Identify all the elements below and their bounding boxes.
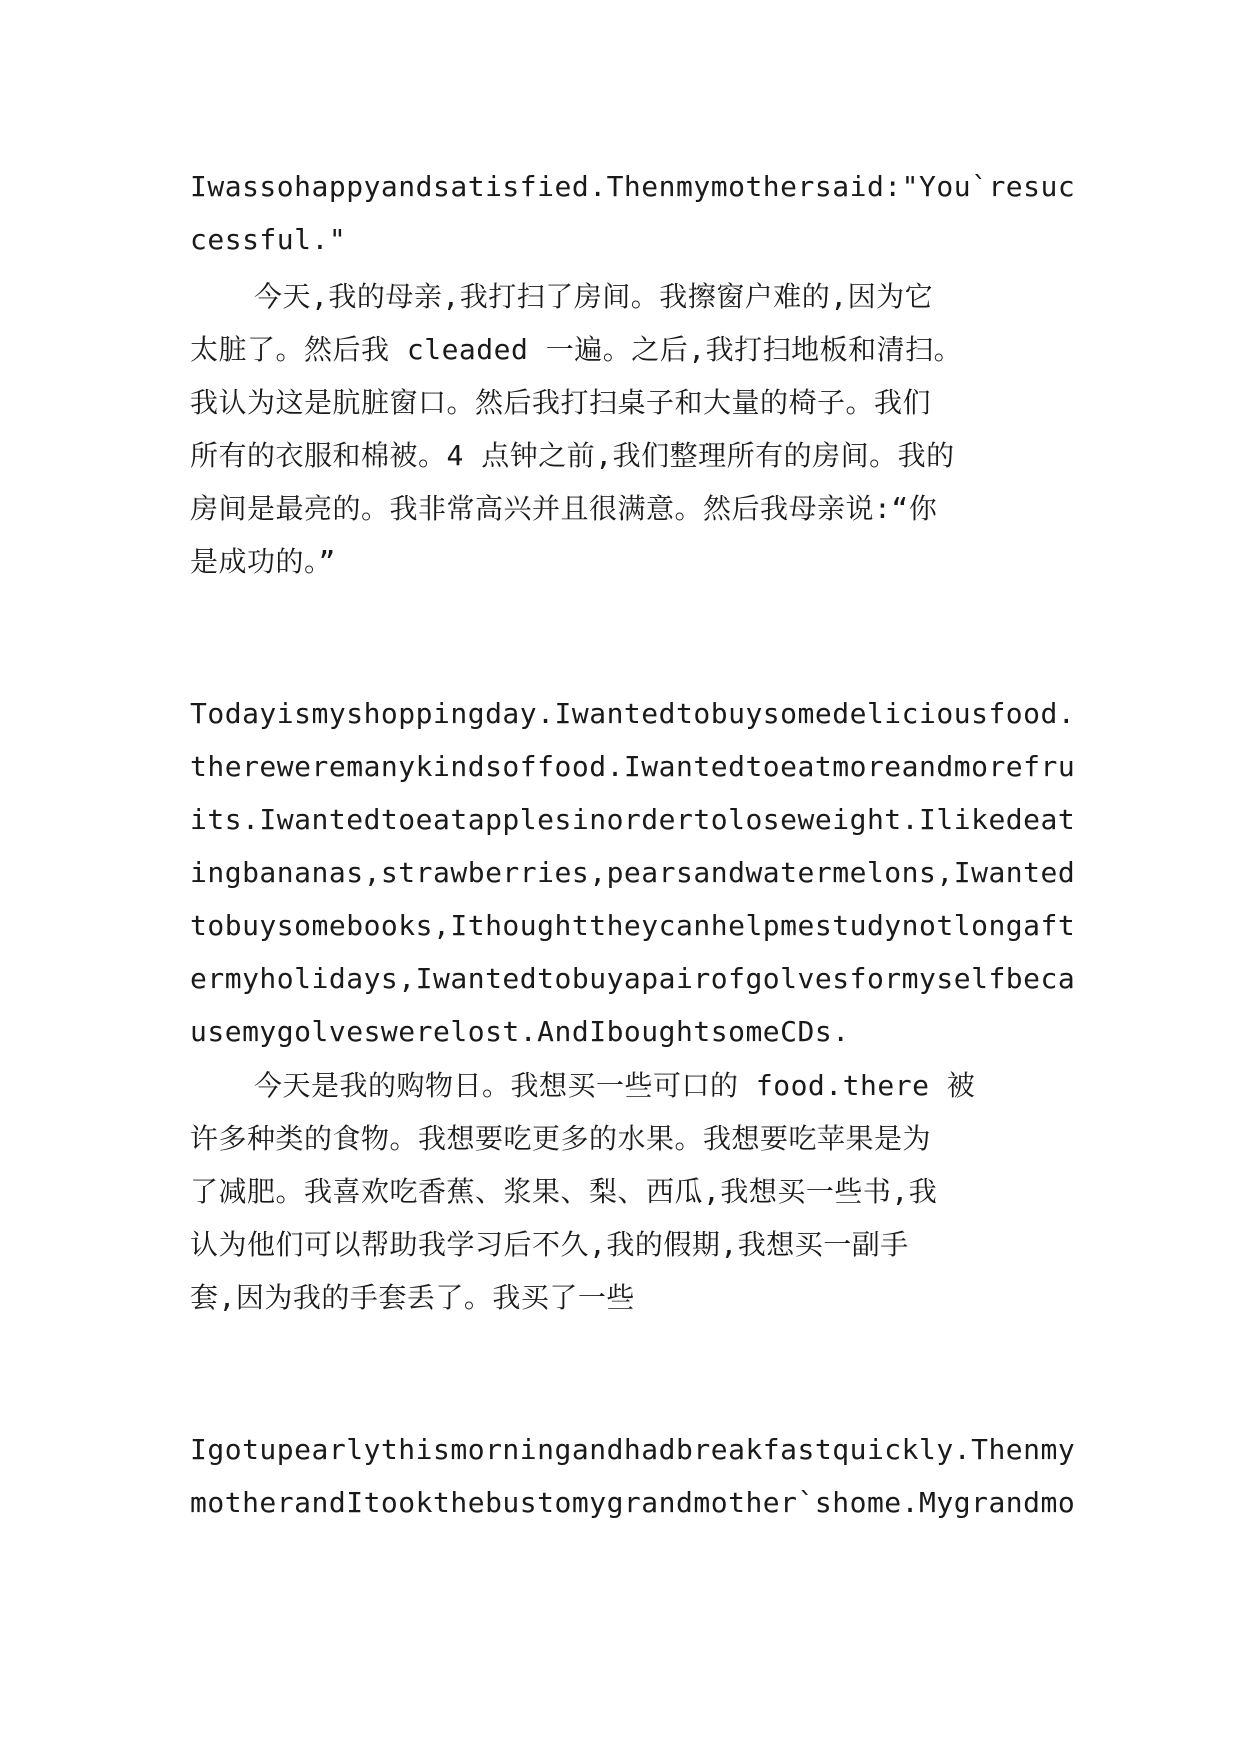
text-line: motherandItookthebustomygrandmother`shome.Mygrandmo bbox=[190, 1486, 1076, 1519]
text-line: Igotupearlythismorningandhadbreakfastquickly.Thenmy bbox=[190, 1433, 1076, 1466]
text-line: 认为他们可以帮助我学习后不久,我的假期,我想买一副手 bbox=[190, 1228, 909, 1261]
text-line: 了减肥。我喜欢吃香蕉、浆果、梨、西瓜,我想买一些书,我 bbox=[190, 1175, 938, 1208]
text-line: Todayismyshoppingday.Iwantedtobuysomedeliciousfood. bbox=[190, 697, 1076, 730]
text-line: 今天是我的购物日。我想买一些可口的 food.there 被 bbox=[254, 1069, 976, 1102]
text-line: 是成功的。” bbox=[190, 545, 336, 578]
text-line: 房间是最亮的。我非常高兴并且很满意。然后我母亲说:“你 bbox=[190, 492, 938, 525]
text-line: cessful." bbox=[190, 223, 347, 256]
text-line: 今天,我的母亲,我打扫了房间。我擦窗户难的,因为它 bbox=[254, 280, 934, 313]
text-line: 所有的衣服和棉被。4 点钟之前,我们整理所有的房间。我的 bbox=[190, 439, 955, 472]
text-line: ingbananas,strawberries,pearsandwatermelons,Iwanted bbox=[190, 856, 1076, 889]
text-line: its.Iwantedtoeatapplesinordertoloseweight.Ilikedeat bbox=[190, 803, 1076, 836]
text-line: 套,因为我的手套丢了。我买了一些 bbox=[190, 1281, 635, 1314]
text-line: Iwassohappyandsatisfied.Thenmymothersaid:"You`resuc bbox=[190, 170, 1076, 203]
text-line: 许多种类的食物。我想要吃更多的水果。我想要吃苹果是为 bbox=[190, 1122, 932, 1155]
text-line: tobuysomebooks,Ithoughttheycanhelpmestudynotlongaft bbox=[190, 909, 1076, 942]
text-line: 我认为这是肮脏窗口。然后我打扫桌子和大量的椅子。我们 bbox=[190, 386, 932, 419]
text-line: usemygolveswerelost.AndIboughtsomeCDs. bbox=[190, 1015, 850, 1048]
text-line: ermyholidays,Iwantedtobuyapairofgolvesformyselfbeca bbox=[190, 962, 1076, 995]
text-line: 太脏了。然后我 cleaded 一遍。之后,我打扫地板和清扫。 bbox=[190, 333, 963, 366]
text-line: thereweremanykindsoffood.Iwantedtoeatmoreandmorefru bbox=[190, 750, 1076, 783]
